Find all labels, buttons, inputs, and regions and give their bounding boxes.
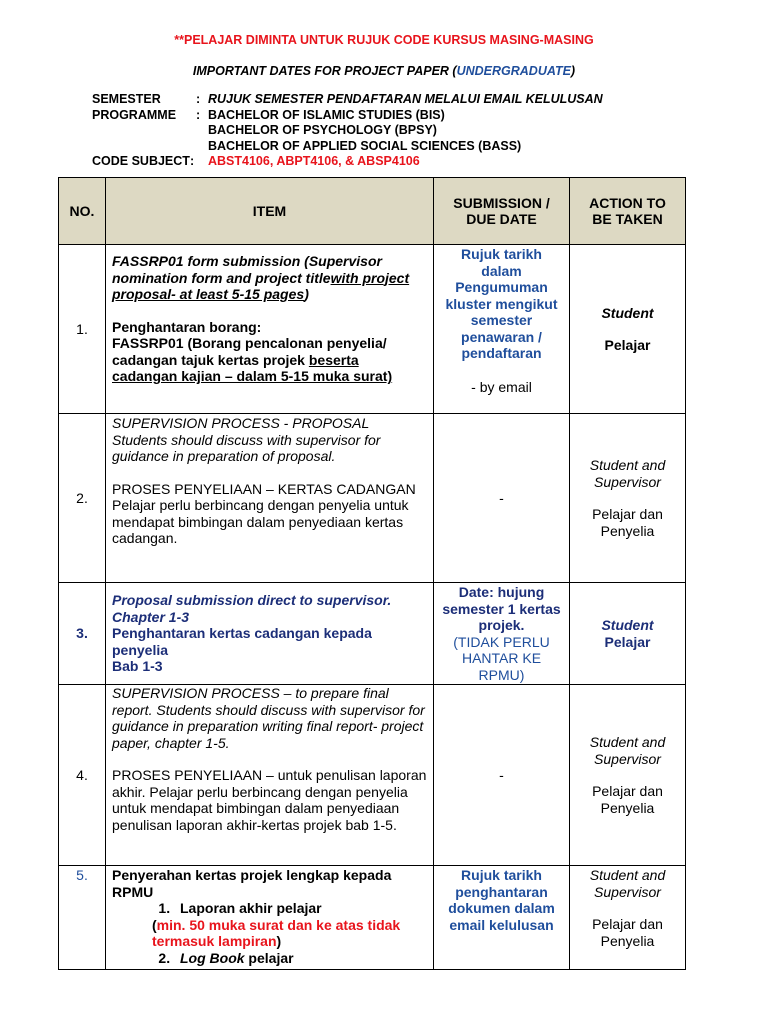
due-text: Rujuk tarikh dalam Pengumuman kluster mengikut semester penawaran / pendaftaran: [445, 246, 558, 361]
item-malay: Penghantaran kertas cadangan kepada penyelia: [112, 625, 372, 658]
item-list-2: [174, 950, 427, 967]
row-due: Rujuk tarikh penghantaran dokumen dalam email kelulusan: [434, 866, 570, 970]
item-english: [112, 253, 427, 303]
item-en-c: ): [304, 286, 309, 302]
dates-table: [58, 177, 686, 970]
note-text: min. 50 muka surat dan ke atas tidak termasuk lampiran: [152, 916, 401, 949]
programme-1: BACHELOR OF ISLAMIC STUDIES (BIS): [208, 107, 445, 122]
item-en-heading: SUPERVISION PROCESS - PROPOSAL: [112, 415, 370, 431]
header-action-line2: BE TAKEN: [592, 211, 663, 227]
item-1-note: [112, 917, 427, 950]
item-malay: [112, 335, 427, 385]
table-header-row: [59, 178, 686, 245]
row-due: [434, 583, 570, 685]
table-row: [59, 685, 686, 866]
header-action-line1: ACTION TO: [589, 194, 666, 211]
item-en-b: with project proposal- at least 5-15 pages: [112, 269, 410, 302]
programme-row: [92, 108, 603, 124]
due-date: Date: hujung semester 1 kertas projek.: [442, 584, 561, 633]
item-my-heading: PROSES PENYELIAAN – KERTAS CADANGAN: [112, 480, 416, 497]
programme-3: BACHELOR OF APPLIED SOCIAL SCIENCES (BASS): [208, 138, 522, 153]
action-english: Student and Supervisor: [589, 867, 666, 900]
item-malay: PROSES PENYELIAAN – untuk penulisan laporan akhir. Pelajar perlu berbincang dengan penyelia untuk mendapat bimbingan dalam penyediaan penulisan laporan akhir-kertas projek bab 1-5.: [112, 767, 427, 833]
header-no: NO.: [59, 178, 106, 245]
action-english: Student and Supervisor: [589, 457, 666, 490]
header-due-line1: SUBMISSION /: [453, 194, 550, 211]
note-close: ): [276, 933, 282, 949]
action-english: Student: [601, 304, 654, 321]
row-number: 4.: [59, 685, 106, 866]
code-colon: :: [190, 154, 195, 168]
row-action: [570, 245, 686, 414]
semester-value: RUJUK SEMESTER PENDAFTARAN MELALUI EMAIL KELULUSAN: [208, 92, 603, 106]
row-item: [106, 583, 434, 685]
item-title: Penyerahan kertas projek lengkap kepada RPMU: [112, 867, 392, 900]
row-number: 5.: [59, 866, 106, 970]
programme-colon: :: [196, 107, 201, 122]
semester-colon: :: [196, 92, 201, 106]
action-malay: Pelajar dan Penyelia: [592, 916, 663, 949]
table-row: [59, 414, 686, 583]
semester-row: [92, 92, 603, 108]
action-malay: Pelajar: [604, 337, 651, 353]
row-due: -: [434, 685, 570, 866]
row-number: 1.: [59, 245, 106, 414]
item-en-a: FASSRP01 form submission (Supervisor nomination form and project title: [112, 253, 382, 286]
action-english: Student and Supervisor: [589, 734, 666, 767]
semester-label: SEMESTER: [92, 92, 161, 106]
due-note: - by email: [471, 378, 532, 395]
item-list-1: 1. Laporan akhir pelajar: [174, 900, 427, 917]
item-my-b: FASSRP01 (Borang pencalonan penyelia/ cadangan tajuk kertas projek: [112, 335, 387, 368]
header-item: ITEM: [106, 178, 434, 245]
header-due: [434, 178, 570, 245]
document-title: [0, 64, 768, 78]
table-row: [59, 866, 686, 970]
item-en-body: Students should discuss with supervisor for guidance in preparation of proposal.: [112, 431, 381, 464]
code-row: [92, 154, 603, 170]
title-prefix: IMPORTANT DATES FOR PROJECT PAPER (: [192, 64, 457, 78]
table-row: [59, 583, 686, 685]
action-malay: Pelajar: [604, 633, 651, 650]
row-due: -: [434, 414, 570, 583]
item-my-body: Pelajar perlu berbincang dengan penyelia untuk mendapat bimbingan dalam penyediaan kertas cadangan.: [112, 497, 409, 546]
row-number: 2.: [59, 414, 106, 583]
title-level: UNDERGRADUATE: [456, 64, 571, 78]
logbook-label: Log Book: [180, 949, 245, 966]
row-item: [106, 866, 434, 970]
top-note: **PELAJAR DIMINTA UNTUK RUJUK CODE KURSUS MASING-MASING: [174, 33, 594, 47]
row-due: [434, 245, 570, 414]
logbook-suffix: pelajar: [244, 949, 294, 966]
note-open: (: [152, 916, 157, 933]
row-number: 3.: [59, 583, 106, 685]
course-info: [92, 92, 603, 170]
due-note: (TIDAK PERLU HANTAR KE RPMU): [453, 633, 550, 683]
row-action: [570, 414, 686, 583]
code-value: ABST4106, ABPT4106, & ABSP4106: [208, 154, 420, 168]
item-english: SUPERVISION PROCESS – to prepare final report. Students should discuss with supervisor for guidance in preparation writing final report- project paper, chapter 1-5.: [112, 685, 425, 751]
code-label: CODE SUBJECT: [92, 154, 190, 168]
item-list: [112, 900, 427, 917]
header-action: [570, 178, 686, 245]
item-list-cont: [112, 950, 427, 967]
programme-label: PROGRAMME: [92, 107, 177, 122]
item-malay-chapter: Bab 1-3: [112, 658, 163, 675]
row-item: [106, 685, 434, 866]
action-malay: Pelajar dan Penyelia: [592, 783, 663, 816]
row-item: [106, 414, 434, 583]
item-my-c: beserta cadangan kajian – dalam 5-15 muka surat): [112, 351, 393, 384]
row-item: [106, 245, 434, 414]
action-malay: Pelajar dan Penyelia: [592, 506, 663, 539]
item-english: Proposal submission direct to supervisor. Chapter 1-3: [112, 592, 392, 625]
header-due-line2: DUE DATE: [466, 211, 537, 227]
item-malay-heading: Penghantaran borang:: [112, 318, 262, 335]
row-action: [570, 866, 686, 970]
row-action: [570, 685, 686, 866]
table-row: [59, 245, 686, 414]
row-action: [570, 583, 686, 685]
programme-2: BACHELOR OF PSYCHOLOGY (BPSY): [208, 123, 437, 137]
action-english: Student: [601, 617, 654, 633]
title-suffix: ): [570, 64, 576, 78]
